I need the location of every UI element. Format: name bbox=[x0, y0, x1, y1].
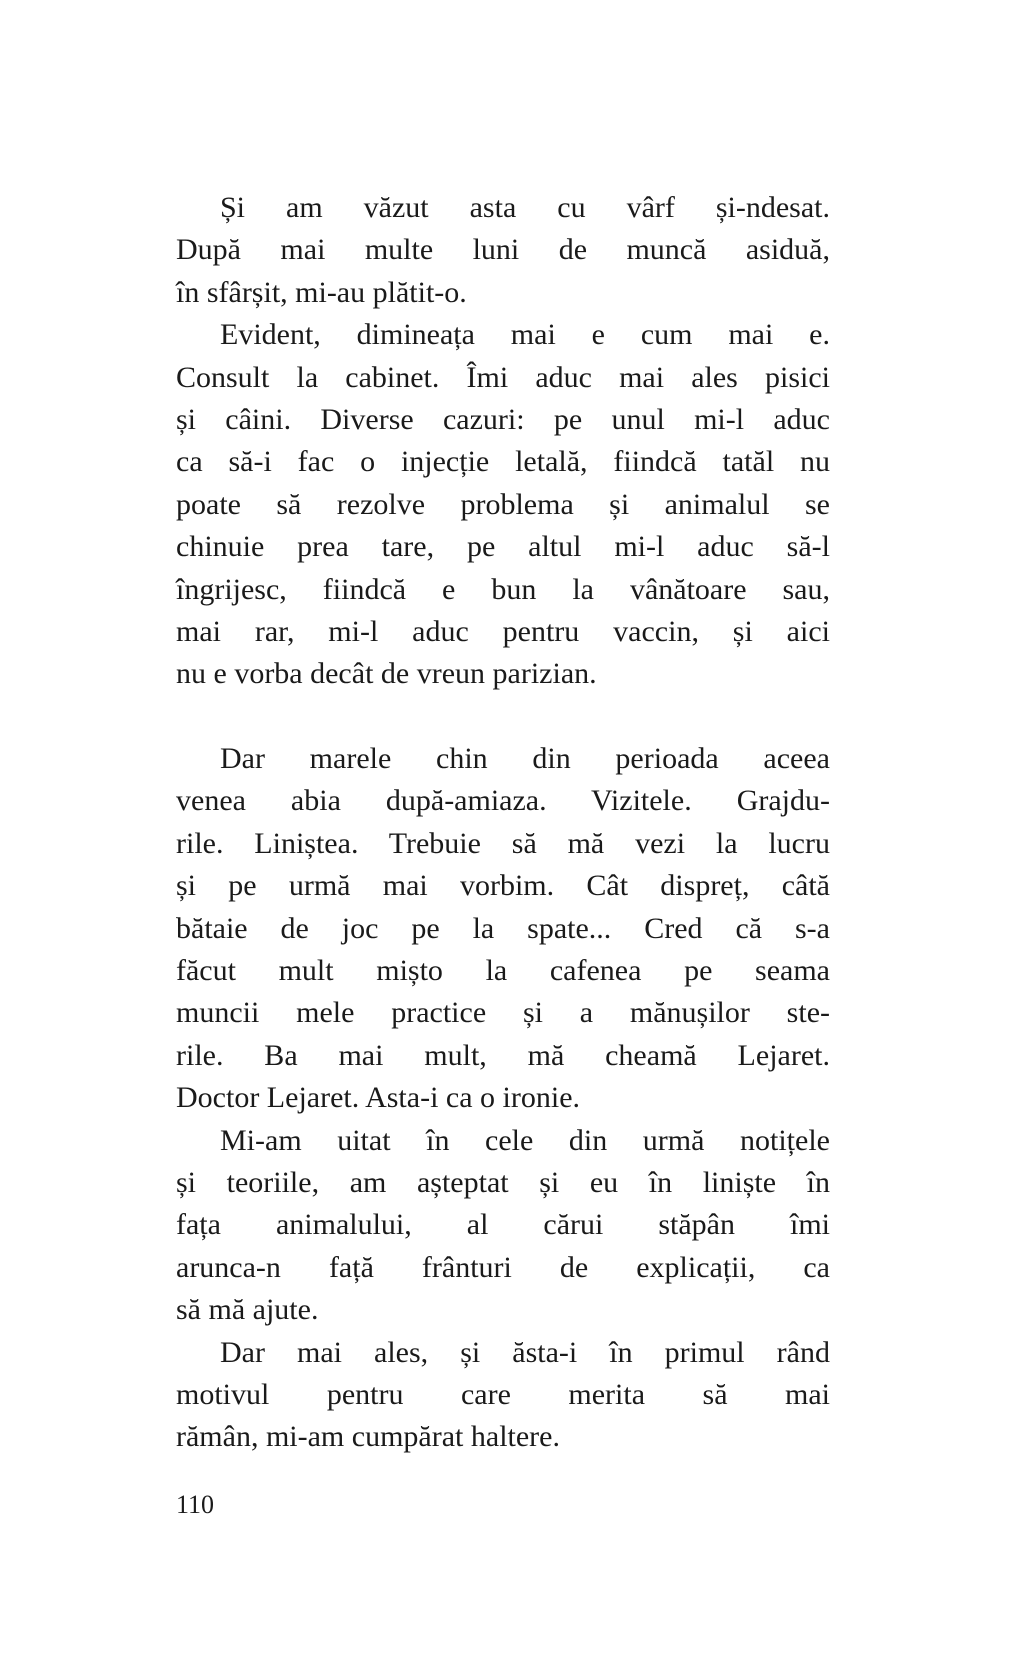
text-line: venea abia după-amiaza. Vizitele. Grajdu- bbox=[176, 784, 830, 818]
paragraph bbox=[176, 738, 830, 1120]
text-line: rile. Liniștea. Trebuie să mă vezi la lucru bbox=[176, 826, 830, 860]
text-line: Mi-am uitat în cele din urmă notițele bbox=[220, 1123, 830, 1157]
text-line: Dar marele chin din perioada aceea bbox=[220, 742, 830, 776]
text-line: Doctor Lejaret. Asta-i ca o ironie. bbox=[176, 1081, 581, 1115]
text-line: motivul pentru care merita să mai bbox=[176, 1377, 830, 1411]
text-line: poate să rezolve problema și animalul se bbox=[176, 487, 830, 521]
paragraph-spacer bbox=[176, 696, 830, 738]
paragraph bbox=[176, 187, 830, 314]
text-line: să mă ajute. bbox=[176, 1293, 319, 1327]
text-line: Și am văzut asta cu vârf și-ndesat. bbox=[220, 191, 830, 224]
text-line: mai rar, mi-l aduc pentru vaccin, și aici bbox=[176, 614, 830, 648]
text-line: rămân, mi-am cumpărat haltere. bbox=[176, 1420, 560, 1454]
page-body-text bbox=[176, 187, 830, 1459]
text-line: în sfârșit, mi-au plătit-o. bbox=[176, 275, 467, 309]
text-line: și pe urmă mai vorbim. Cât dispreț, câtă bbox=[176, 869, 830, 903]
text-line: muncii mele practice și a mănușilor ste- bbox=[176, 996, 830, 1030]
page-number: 110 bbox=[176, 1490, 215, 1519]
text-line: ca să-i fac o injecție letală, fiindcă tatăl nu bbox=[176, 445, 830, 479]
text-line: nu e vorba decât de vreun parizian. bbox=[176, 657, 597, 691]
paragraph bbox=[176, 1120, 830, 1332]
text-line: Consult la cabinet. Îmi aduc mai ales pisici bbox=[176, 360, 830, 394]
text-line: și câini. Diverse cazuri: pe unul mi-l aduc bbox=[176, 402, 830, 436]
text-line: și teoriile, am așteptat și eu în liniște în bbox=[176, 1165, 830, 1199]
text-line: chinuie prea tare, pe altul mi-l aduc să-l bbox=[176, 530, 830, 564]
text-line: Evident, dimineața mai e cum mai e. bbox=[220, 318, 830, 352]
text-line: arunca-n față frânturi de explicații, ca bbox=[176, 1250, 830, 1284]
paragraph bbox=[176, 314, 830, 696]
text-line: Dar mai ales, și ăsta-i în primul rând bbox=[220, 1335, 830, 1369]
text-line: fața animalului, al cărui stăpân îmi bbox=[176, 1208, 830, 1242]
text-line: După mai multe luni de muncă asiduă, bbox=[176, 233, 830, 267]
paragraph bbox=[176, 1332, 830, 1459]
text-line: bătaie de joc pe la spate... Cred că s-a bbox=[176, 911, 830, 945]
text-line: făcut mult mișto la cafenea pe seama bbox=[176, 954, 830, 988]
text-line: rile. Ba mai mult, mă cheamă Lejaret. bbox=[176, 1038, 830, 1072]
text-line: îngrijesc, fiindcă e bun la vânătoare sau, bbox=[176, 572, 830, 606]
